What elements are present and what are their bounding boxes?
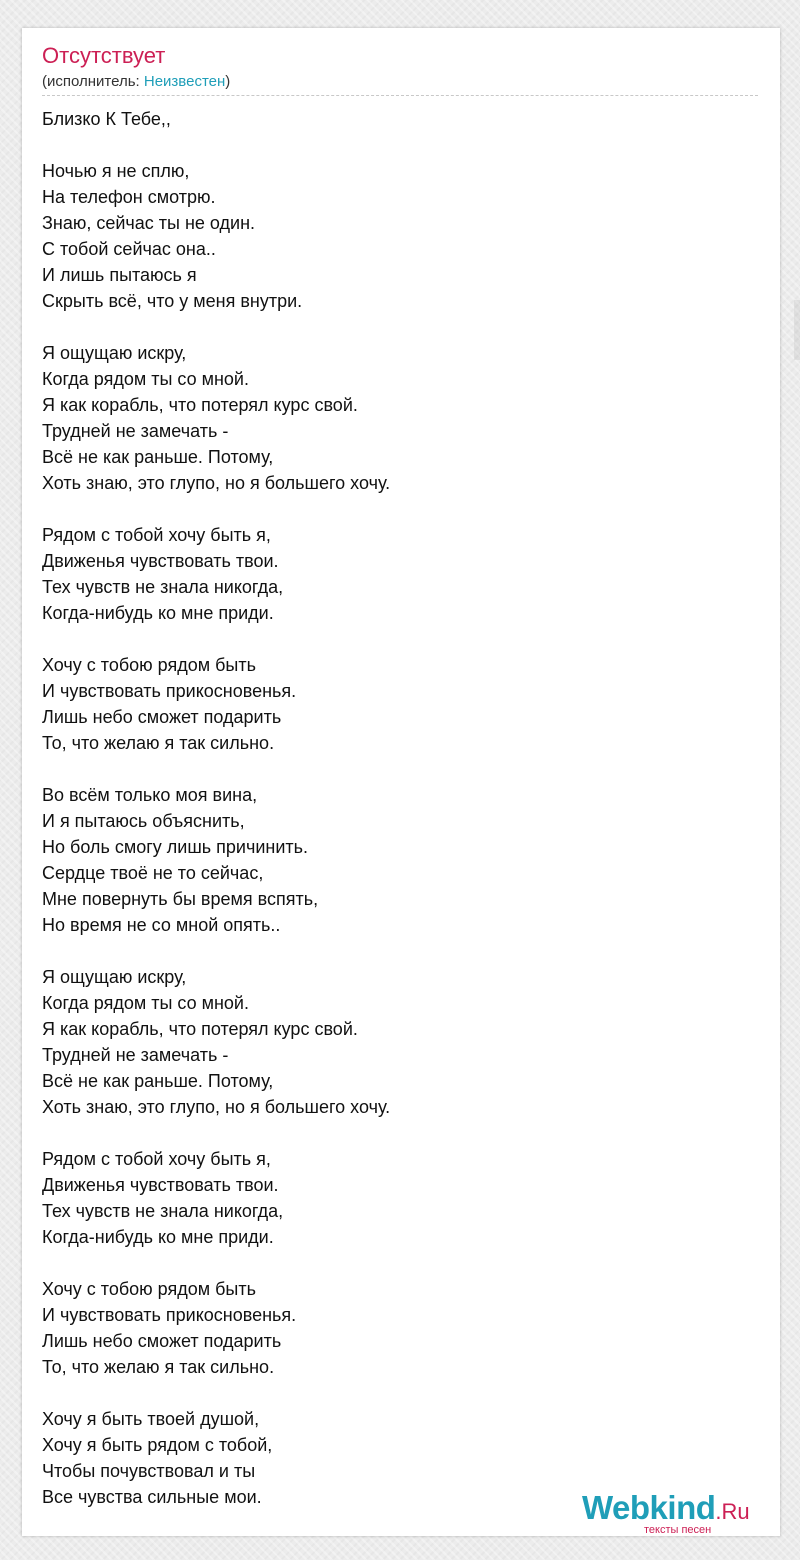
lyrics-line: И чувствовать прикосновенья. [42, 1305, 297, 1325]
lyrics-line: Я как корабль, что потерял курс свой. [42, 1019, 358, 1039]
lyrics-stanza [42, 782, 390, 938]
performer-line [42, 72, 230, 92]
lyrics-line: И я пытаюсь объяснить, [42, 811, 245, 831]
lyrics-line: Движенья чувствовать твои. [42, 1175, 279, 1195]
lyrics-line: Но время не со мной опять.. [42, 915, 281, 935]
logo-tagline: тексты песен [644, 1524, 712, 1536]
lyrics-line: Всё не как раньше. Потому, [42, 1071, 274, 1091]
lyrics-line: Трудней не замечать - [42, 421, 229, 441]
lyrics-line: Хочу я быть рядом с тобой, [42, 1435, 273, 1455]
lyrics-line: То, что желаю я так сильно. [42, 1357, 275, 1377]
lyrics-line: Хоть знаю, это глупо, но я большего хочу. [42, 473, 391, 493]
site-logo[interactable] [582, 1490, 782, 1540]
performer-link[interactable]: Неизвестен [143, 73, 226, 90]
lyrics-line: Рядом с тобой хочу быть я, [42, 525, 271, 545]
lyrics-line: Когда-нибудь ко мне приди. [42, 603, 274, 623]
lyrics-stanza [42, 964, 390, 1120]
lyrics-stanza [42, 158, 390, 314]
lyrics-line: Скрыть всё, что у меня внутри. [42, 291, 303, 311]
lyrics-line: Лишь небо сможет подарить [42, 707, 282, 727]
lyrics-line: Когда-нибудь ко мне приди. [42, 1227, 274, 1247]
logo-tld: .Ru [715, 1499, 750, 1524]
lyrics-line: Рядом с тобой хочу быть я, [42, 1149, 271, 1169]
lyrics-line: Близко К Тебе,, [42, 109, 171, 129]
lyrics-line: Я ощущаю искру, [42, 343, 187, 363]
lyrics-stanza [42, 652, 390, 756]
lyrics-line: На телефон смотрю. [42, 187, 216, 207]
lyrics-line: Когда рядом ты со мной. [42, 369, 249, 389]
performer-suffix: ) [225, 73, 231, 90]
lyrics-stanza [42, 522, 390, 626]
lyrics-line: Хоть знаю, это глупо, но я большего хочу. [42, 1097, 391, 1117]
lyrics-card [22, 28, 780, 1536]
lyrics-line: Лишь небо сможет подарить [42, 1331, 282, 1351]
header-divider [42, 95, 758, 96]
lyrics-line: И чувствовать прикосновенья. [42, 681, 297, 701]
performer-prefix: (исполнитель: [42, 73, 144, 90]
lyrics-line: Движенья чувствовать твои. [42, 551, 279, 571]
scrollbar-track[interactable] [794, 300, 800, 360]
lyrics-line: Я ощущаю искру, [42, 967, 187, 987]
lyrics-stanza [42, 1406, 390, 1510]
lyrics-line: Знаю, сейчас ты не один. [42, 213, 256, 233]
lyrics-line: Ночью я не сплю, [42, 161, 190, 181]
lyrics-line: Трудней не замечать - [42, 1045, 229, 1065]
lyrics-line: То, что желаю я так сильно. [42, 733, 275, 753]
lyrics-line: И лишь пытаюсь я [42, 265, 197, 285]
lyrics-line: С тобой сейчас она.. [42, 239, 216, 259]
lyrics-body [42, 106, 390, 1510]
song-title: Отсутствует [42, 43, 166, 68]
lyrics-line: Все чувства сильные мои. [42, 1487, 262, 1507]
lyrics-line: Хочу с тобою рядом быть [42, 655, 256, 675]
lyrics-line: Во всём только моя вина, [42, 785, 258, 805]
lyrics-stanza [42, 106, 390, 132]
lyrics-line: Сердце твоё не то сейчас, [42, 863, 264, 883]
lyrics-line: Тех чувств не знала никогда, [42, 1201, 284, 1221]
lyrics-line: Хочу с тобою рядом быть [42, 1279, 256, 1299]
lyrics-line: Мне повернуть бы время вспять, [42, 889, 319, 909]
lyrics-stanza [42, 340, 390, 496]
lyrics-line: Когда рядом ты со мной. [42, 993, 249, 1013]
lyrics-stanza [42, 1276, 390, 1380]
logo-name: Webkind [582, 1489, 716, 1526]
lyrics-line: Я как корабль, что потерял курс свой. [42, 395, 358, 415]
lyrics-line: Чтобы почувствовал и ты [42, 1461, 256, 1481]
lyrics-line: Хочу я быть твоей душой, [42, 1409, 260, 1429]
lyrics-line: Всё не как раньше. Потому, [42, 447, 274, 467]
lyrics-line: Тех чувств не знала никогда, [42, 577, 284, 597]
lyrics-line: Но боль смогу лишь причинить. [42, 837, 309, 857]
lyrics-stanza [42, 1146, 390, 1250]
